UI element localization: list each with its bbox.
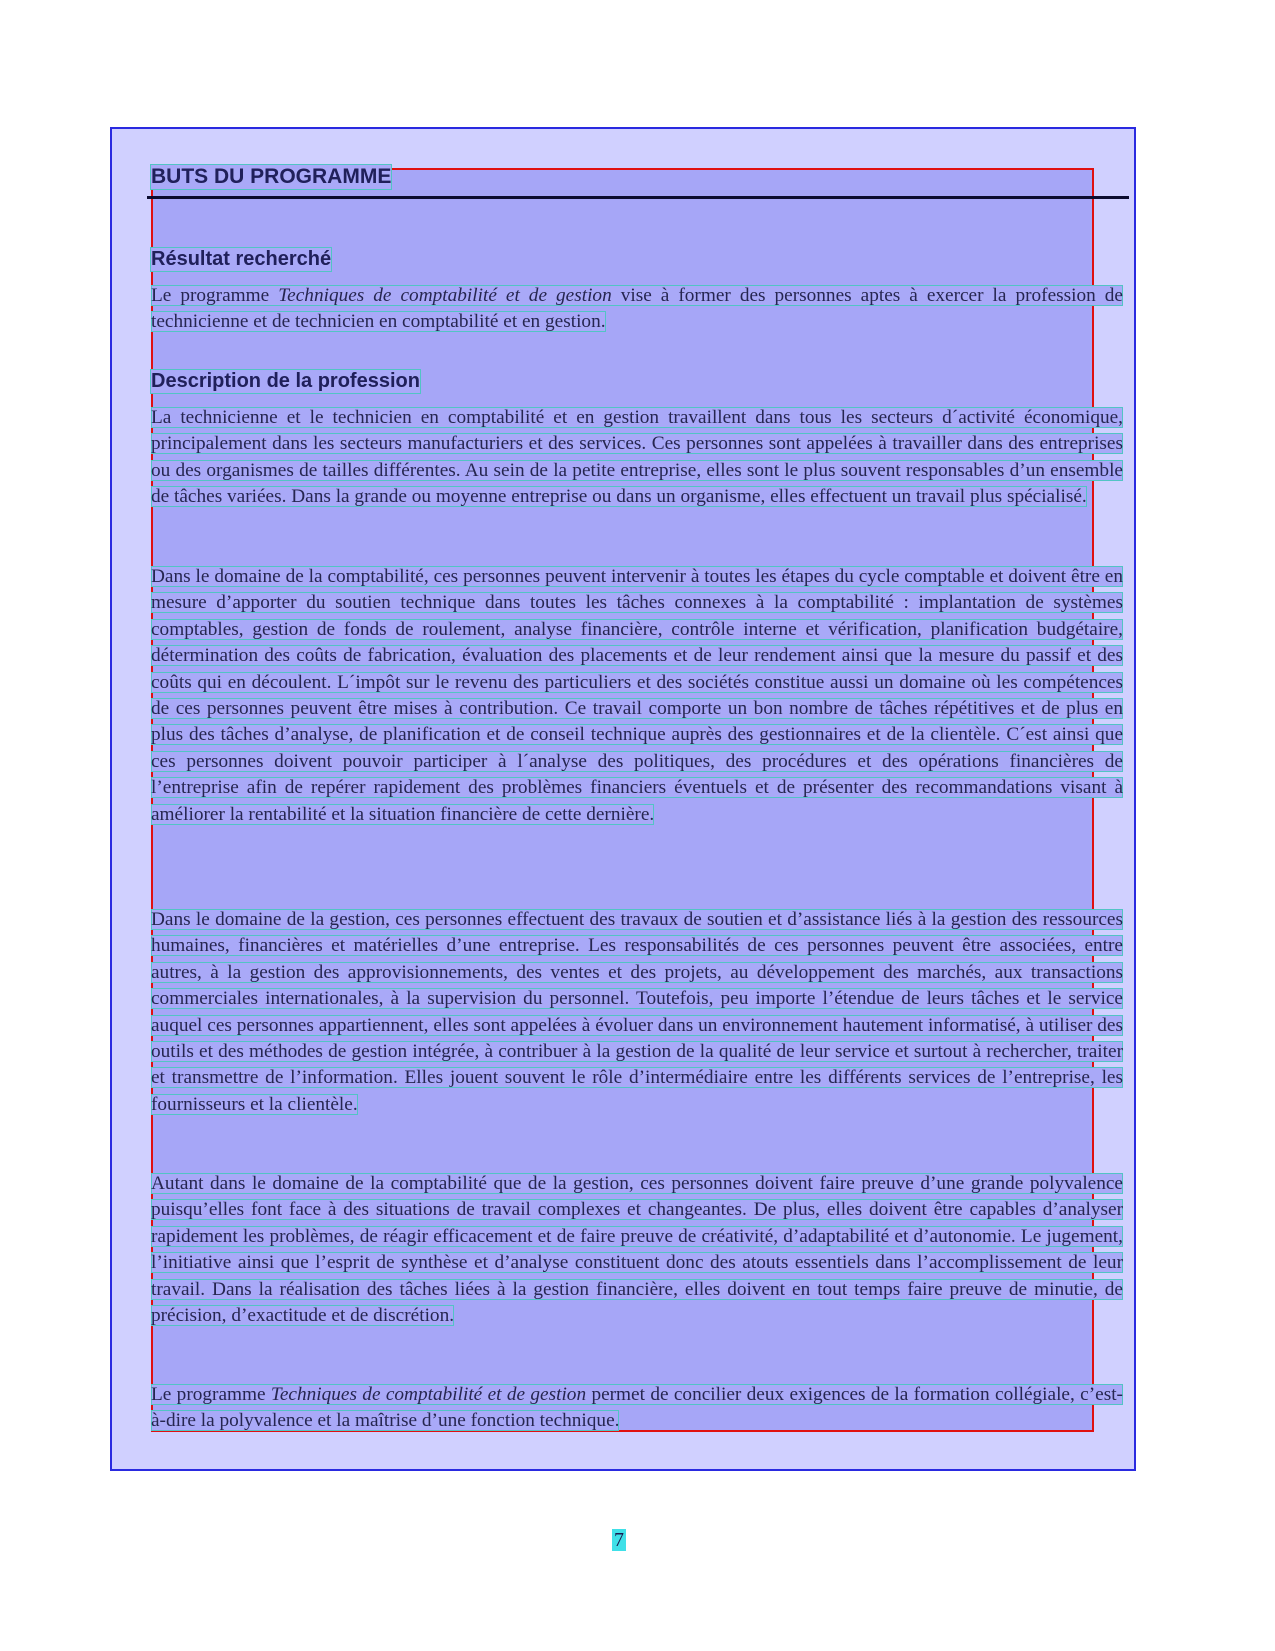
paragraph-description-5 bbox=[151, 1382, 1123, 1435]
section-heading-resultat: Résultat recherché bbox=[151, 248, 332, 270]
title-rule bbox=[147, 196, 1129, 199]
paragraph-text: Dans le domaine de la gestion, ces personnes effectuent des travaux de soutien et d’assistance liés à la gestion des ressources humaines, financières et matérielles d’une entreprise. Les responsabilités de ces personnes peuvent être associées, entre autres, à la gestion des approvisionnements, des ventes et des projets, au développement des marchés, aux transactions commerciales internationales, à la supervision du personnel. Toutefois, peu importe l’étendue de leurs tâches et le service auquel ces personnes appartiennent, elles sont appelées à évoluer dans un environnement hautement informatisé, à utiliser des outils et des méthodes de gestion intégrée, à contribuer à la gestion de la qualité de leur service et surtout à rechercher, traiter et transmettre de l’information. Elles jouent souvent le rôle d’intermédiaire entre les différents services de l’entreprise, les fournisseurs et la clientèle. bbox=[151, 909, 1123, 1115]
paragraph-text: La technicienne et le technicien en comptabilité et en gestion travaillent dans tous les secteurs d´activité économique, principalement dans les secteurs manufacturiers et des services. Ces personnes sont appelées à travailler dans des entreprises ou des organismes de tailles différentes. Au sein de la petite entreprise, elles sont le plus souvent responsables d’un ensemble de tâches variées. Dans la grande ou moyenne entreprise ou dans un organisme, elles effectuent un travail plus spécialisé. bbox=[151, 407, 1123, 508]
paragraph-text: Le programme Techniques de comptabilité et de gestion vise à former des personnes aptes à exercer la profession de technicienne et de technicien en comptabilité et en gestion. bbox=[151, 285, 1123, 333]
paragraph-description-4 bbox=[151, 1171, 1123, 1329]
paragraph-description-3 bbox=[151, 907, 1123, 1118]
paragraph-text: Dans le domaine de la comptabilité, ces personnes peuvent intervenir à toutes les étapes du cycle comptable et doivent être en mesure d’apporter du soutien technique dans toutes les tâches connexes à la comptabilité : implantation de systèmes comptables, gestion de fonds de roulement, analyse financière, contrôle interne et vérification, planification budgétaire, détermination des coûts de fabrication, évaluation des placements et de leur rendement ainsi que la mesure du passif et des coûts qui en découlent. L´impôt sur le revenu des particuliers et des sociétés constitue aussi un domaine où les compétences de ces personnes peuvent être mises à contribution. Ce travail comporte un bon nombre de tâches répétitives et de plus en plus des tâches d’analyse, de planification et de conseil technique auprès des gestionnaires et de la clientèle. C´est ainsi que ces personnes doivent pouvoir participer à l´analyse des politiques, des procédures et des opérations financières de l’entreprise afin de repérer rapidement des problèmes financiers éventuels et de présenter des recommandations visant à améliorer la rentabilité et la situation financière de cette dernière. bbox=[151, 566, 1123, 825]
paragraph-text: Autant dans le domaine de la comptabilité que de la gestion, ces personnes doivent faire preuve d’une grande polyvalence puisqu’elles font face à des situations de travail complexes et changeantes. De plus, elles doivent être capables d’analyser rapidement les problèmes, de réagir efficacement et de faire preuve de créativité, d’adaptabilité et d’autonomie. Le jugement, l’initiative ainsi que l’esprit de synthèse et d’analyse constituent donc des atouts essentiels dans l’accomplissement de leur travail. Dans la réalisation des tâches liées à la gestion financière, elles doivent en tout temps faire preuve de minutie, de précision, d’exactitude et de discrétion. bbox=[151, 1173, 1123, 1327]
paragraph-description-2 bbox=[151, 564, 1123, 828]
paragraph-text: Le programme Techniques de comptabilité et de gestion permet de concilier deux exigences de la formation collégiale, c’est-à-dire la polyvalence et la maîtrise d’une fonction technique. bbox=[151, 1384, 1123, 1432]
paragraph-description-1 bbox=[151, 405, 1123, 511]
program-name: Techniques de comptabilité et de gestion bbox=[270, 1384, 587, 1405]
page-title: BUTS DU PROGRAMME bbox=[151, 165, 392, 188]
page-number: 7 bbox=[614, 1529, 624, 1551]
section-heading-description: Description de la profession bbox=[151, 370, 420, 392]
program-name: Techniques de comptabilité et de gestion bbox=[278, 285, 612, 306]
paragraph-resultat bbox=[151, 283, 1123, 336]
